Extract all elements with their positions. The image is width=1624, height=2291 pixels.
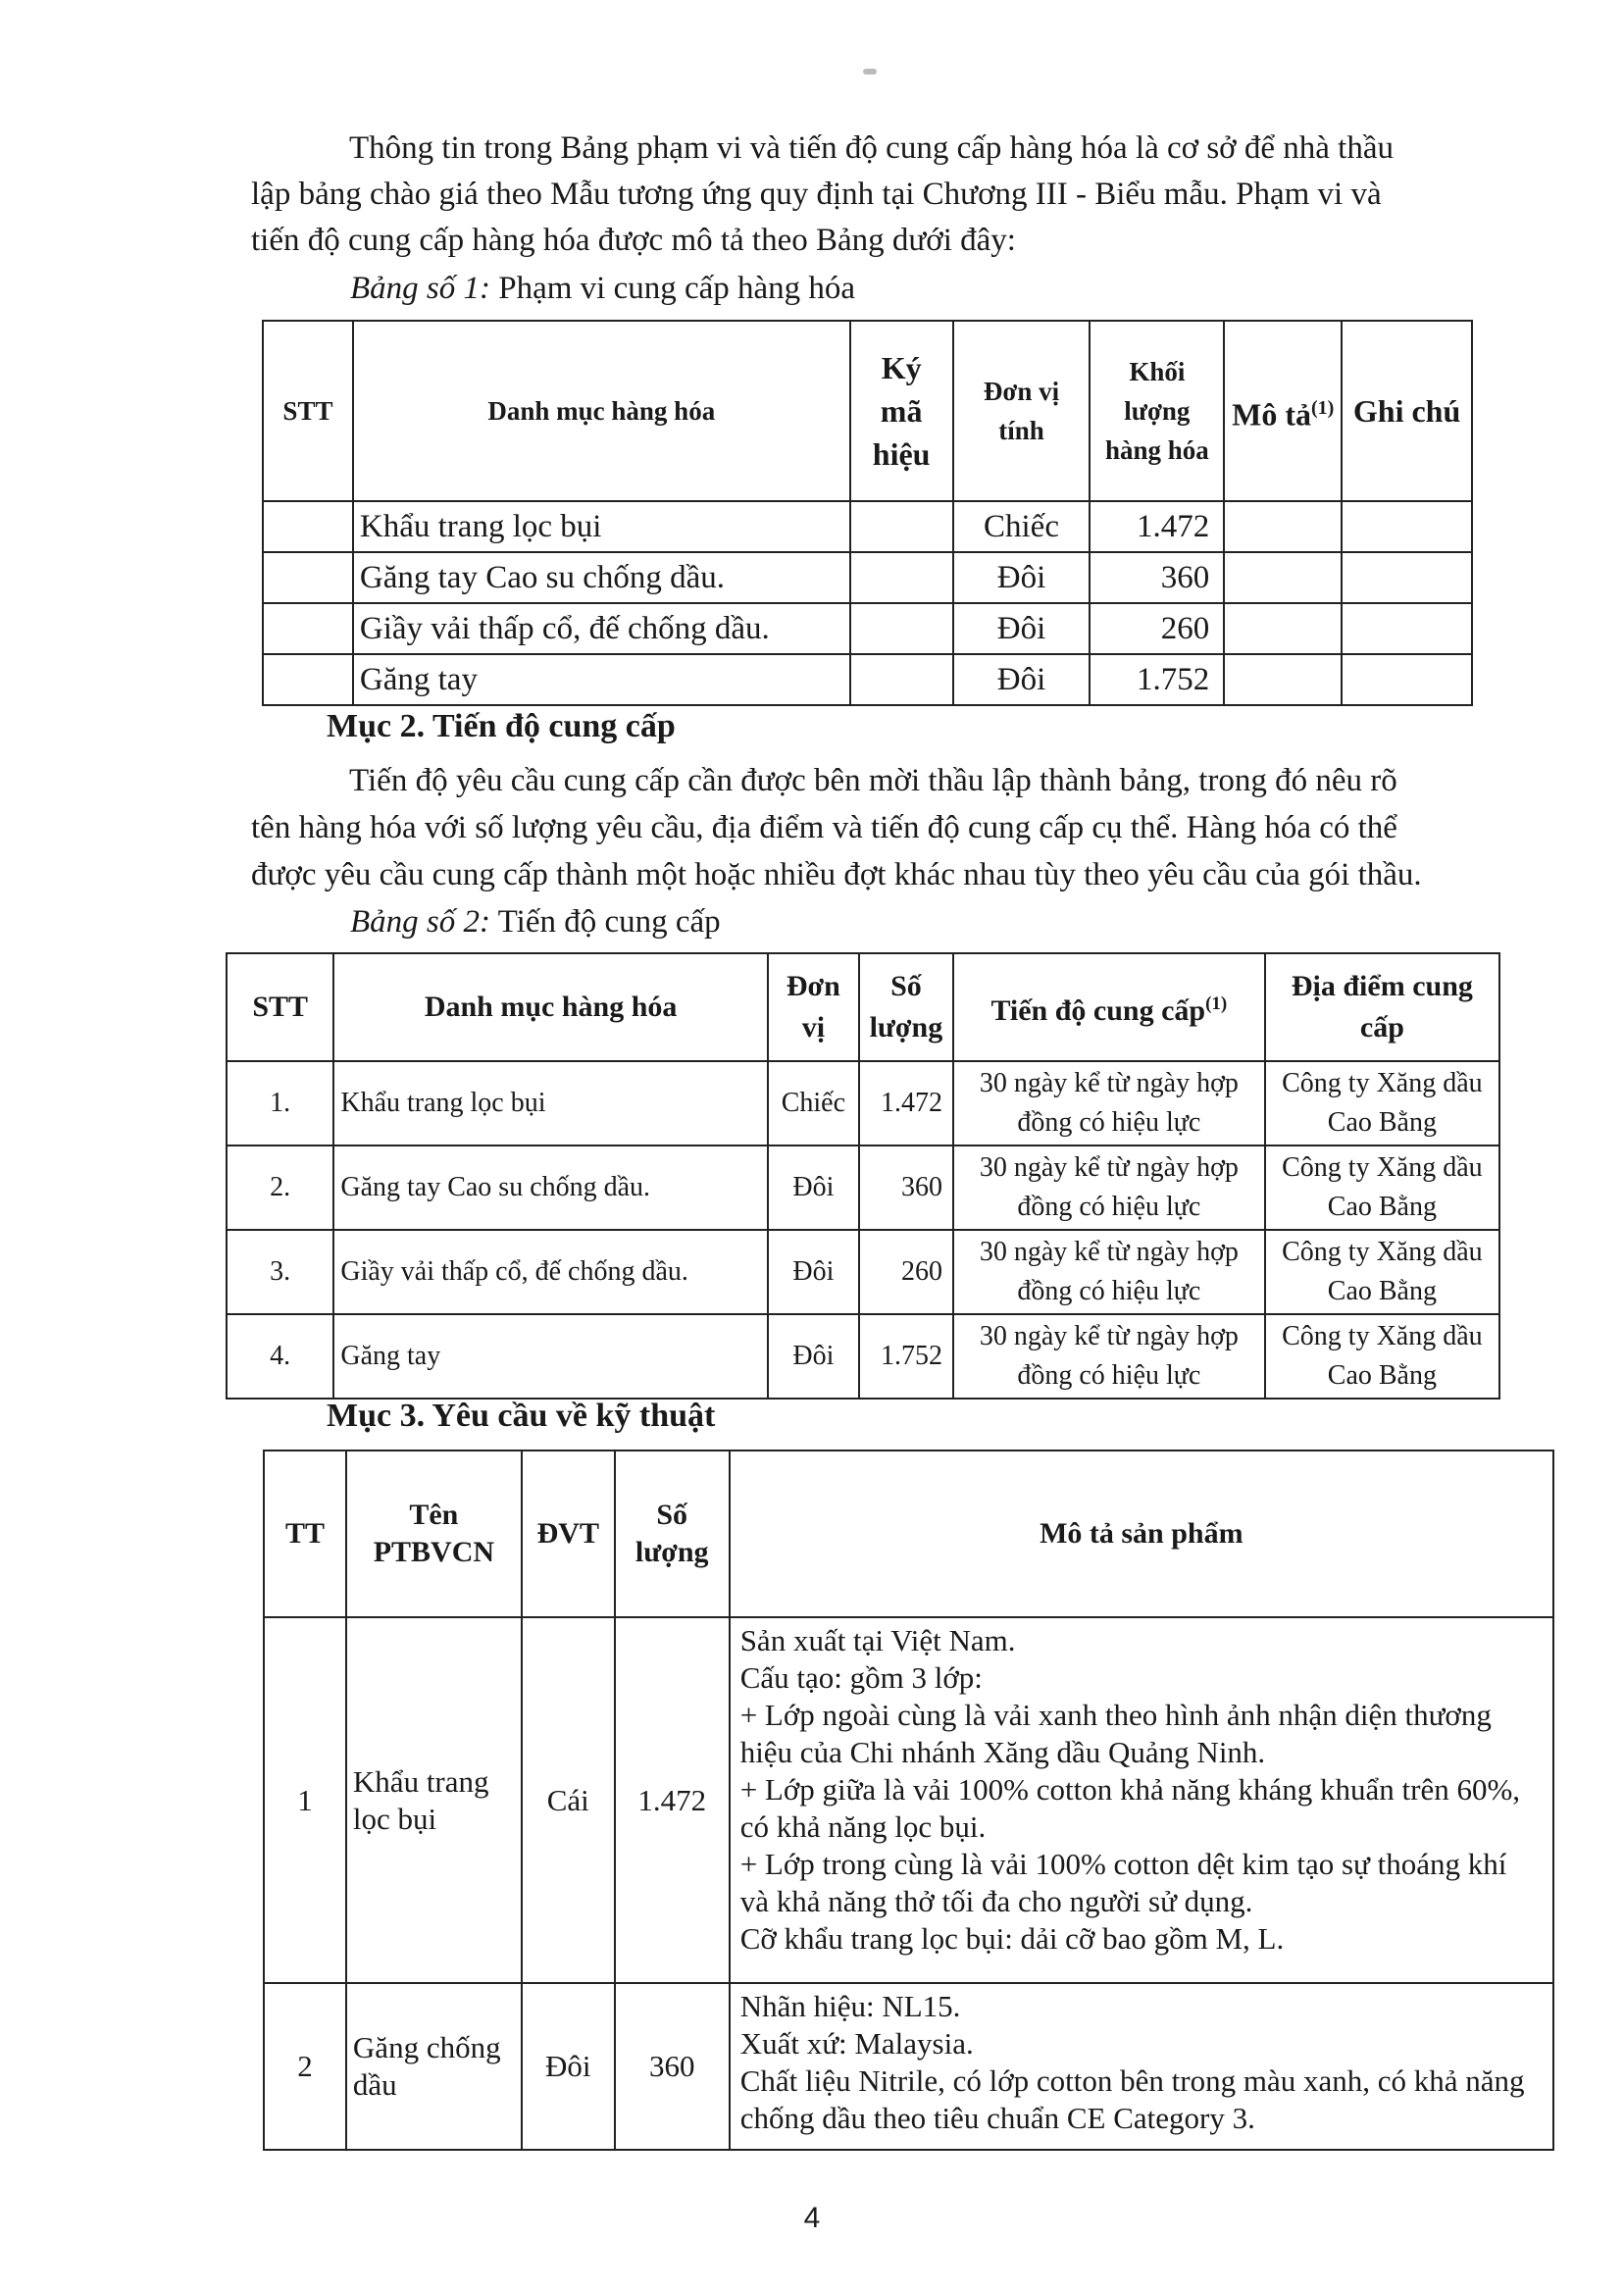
table1-cell-stt	[263, 603, 353, 654]
table-row	[263, 603, 1472, 654]
table2-cell-qty: 360	[859, 1146, 953, 1230]
table1-cell-name: Găng tay Cao su chống dầu.	[353, 552, 850, 603]
table2-header-qty: Số lượng	[859, 953, 953, 1061]
table1-header-name: Danh mục hàng hóa	[353, 321, 850, 501]
table1-cell-note	[1342, 501, 1472, 552]
intro-line-1: Thông tin trong Bảng phạm vi và tiến độ cung cấp hàng hóa là cơ sở để nhà thầu	[349, 130, 1394, 166]
table1-cell-unit: Chiếc	[953, 501, 1091, 552]
table3-header-name: Tên PTBVCN	[346, 1451, 522, 1617]
table3-header-desc: Mô tả sản phẩm	[730, 1451, 1553, 1617]
table2-cell-name: Găng tay	[333, 1314, 768, 1399]
table2-cell-stt: 1.	[227, 1061, 333, 1146]
table2-cell-place: Công ty Xăng dầu Cao Bằng	[1265, 1146, 1499, 1230]
table1-cell-stt	[263, 552, 353, 603]
table3-header-row	[264, 1451, 1553, 1617]
table1-header-desc-sup: (1)	[1310, 396, 1335, 419]
table1-cell-desc	[1224, 654, 1342, 705]
table3-cell-desc	[730, 1617, 1553, 1983]
table2-cell-stt: 2.	[227, 1146, 333, 1230]
table2-header-place: Địa điểm cung cấp	[1265, 953, 1499, 1061]
table-row	[263, 654, 1472, 705]
desc-line: + Lớp giữa là vải 100% cotton khả năng kháng khuẩn trên 60%, có khả năng lọc bụi.	[739, 1772, 1521, 1844]
table2-caption-text: Tiến độ cung cấp	[490, 904, 721, 940]
table2-cell-name: Khẩu trang lọc bụi	[333, 1061, 768, 1146]
section2-line-1: Tiến độ yêu cầu cung cấp cần được bên mời thầu lập thành bảng, trong đó nêu rõ	[349, 763, 1397, 798]
table3-cell-desc	[730, 1983, 1553, 2150]
table2-cell-stt: 4.	[227, 1314, 333, 1399]
table2-cell-stt: 3.	[227, 1230, 333, 1314]
schedule-table	[226, 952, 1500, 1400]
intro-line-2: lập bảng chào giá theo Mẫu tương ứng quy định tại Chương III - Biểu mẫu. Phạm vi và	[251, 177, 1382, 212]
table3-header-unit: ĐVT	[522, 1451, 615, 1617]
table2-header-row	[227, 953, 1499, 1061]
table2-cell-place: Công ty Xăng dầu Cao Bằng	[1265, 1061, 1499, 1146]
table1-caption-text: Phạm vi cung cấp hàng hóa	[490, 271, 856, 306]
table1-cell-desc	[1224, 603, 1342, 654]
table1-cell-desc	[1224, 552, 1342, 603]
table2-cell-schedule: 30 ngày kể từ ngày hợp đồng có hiệu lực	[953, 1061, 1265, 1146]
table2-header-schedule	[953, 953, 1265, 1061]
table3-header-qty: Số lượng	[615, 1451, 730, 1617]
table1-header-note: Ghi chú	[1342, 321, 1472, 501]
table2-cell-place: Công ty Xăng dầu Cao Bằng	[1265, 1314, 1499, 1399]
table1-header-row	[263, 321, 1472, 501]
scan-speck	[863, 69, 877, 75]
section2-line-3: được yêu cầu cung cấp thành một hoặc nhiều đợt khác nhau tùy theo yêu cầu của gói thầu.	[251, 857, 1422, 892]
table-row	[227, 1061, 1499, 1146]
table3-cell-unit: Cái	[522, 1617, 615, 1983]
table1-caption	[350, 271, 855, 307]
table3-header-tt: TT	[264, 1451, 346, 1617]
table1-cell-unit: Đôi	[953, 552, 1091, 603]
table2-cell-qty: 260	[859, 1230, 953, 1314]
table1-cell-qty: 1.752	[1090, 654, 1224, 705]
intro-line-3: tiến độ cung cấp hàng hóa được mô tả theo Bảng dưới đây:	[251, 223, 1016, 258]
section2-line-2: tên hàng hóa với số lượng yêu cầu, địa điểm và tiến độ cung cấp cụ thể. Hàng hóa có thể	[251, 810, 1397, 845]
table2-caption-label: Bảng số 2:	[350, 904, 490, 940]
table1-cell-unit: Đôi	[953, 603, 1091, 654]
technical-table	[263, 1450, 1554, 2151]
table1-cell-code	[850, 603, 953, 654]
table1-cell-stt	[263, 654, 353, 705]
table1-cell-name: Găng tay	[353, 654, 850, 705]
table3-cell-tt: 1	[264, 1617, 346, 1983]
table2-cell-name: Găng tay Cao su chống dầu.	[333, 1146, 768, 1230]
table2-caption	[350, 904, 721, 941]
table1-cell-qty: 1.472	[1090, 501, 1224, 552]
table3-cell-name: Khẩu trang lọc bụi	[346, 1617, 522, 1983]
scope-table	[262, 320, 1473, 706]
table-row	[227, 1230, 1499, 1314]
table-row	[227, 1314, 1499, 1399]
table-row	[263, 501, 1472, 552]
table1-header-code: Ký mã hiệu	[850, 321, 953, 501]
table1-cell-desc	[1224, 501, 1342, 552]
table-row	[264, 1617, 1553, 1983]
table2-cell-unit: Đôi	[768, 1146, 859, 1230]
desc-line: Chất liệu Nitrile, có lớp cotton bên trong màu xanh, có khả năng chống dầu theo tiêu chuẩn CE Category 3.	[739, 2063, 1525, 2135]
desc-line: Xuất xứ: Malaysia.	[739, 2026, 974, 2061]
table1-cell-note	[1342, 552, 1472, 603]
table1-cell-qty: 360	[1090, 552, 1224, 603]
table3-cell-tt: 2	[264, 1983, 346, 2150]
table1-cell-code	[850, 552, 953, 603]
table-row	[227, 1146, 1499, 1230]
table1-cell-qty: 260	[1090, 603, 1224, 654]
table1-header-desc-label: Mô tả	[1232, 396, 1311, 433]
desc-line: Cỡ khẩu trang lọc bụi: dải cỡ bao gồm M, L.	[739, 1921, 1285, 1956]
desc-line: Nhãn hiệu: NL15.	[739, 1989, 961, 2023]
table2-header-schedule-label: Tiến độ cung cấp	[990, 993, 1206, 1027]
table-row	[264, 1983, 1553, 2150]
table1-cell-unit: Đôi	[953, 654, 1091, 705]
table2-cell-place: Công ty Xăng dầu Cao Bằng	[1265, 1230, 1499, 1314]
table1-header-desc	[1224, 321, 1342, 501]
table1-header-stt: STT	[263, 321, 353, 501]
table1-cell-name: Giầy vải thấp cổ, đế chống dầu.	[353, 603, 850, 654]
table3-cell-qty: 1.472	[615, 1617, 730, 1983]
desc-line: + Lớp ngoài cùng là vải xanh theo hình ảnh nhận diện thương hiệu của Chi nhánh Xăng dầu Quảng Ninh.	[739, 1698, 1492, 1769]
table2-cell-schedule: 30 ngày kể từ ngày hợp đồng có hiệu lực	[953, 1230, 1265, 1314]
table2-cell-name: Giầy vải thấp cổ, đế chống dầu.	[333, 1230, 768, 1314]
section2-heading: Mục 2. Tiến độ cung cấp	[327, 708, 676, 744]
desc-line: Cấu tạo: gồm 3 lớp:	[739, 1660, 983, 1695]
table2-header-name: Danh mục hàng hóa	[333, 953, 768, 1061]
table2-cell-schedule: 30 ngày kể từ ngày hợp đồng có hiệu lực	[953, 1146, 1265, 1230]
desc-line: + Lớp trong cùng là vải 100% cotton dệt kim tạo sự thoáng khí và khả năng thở tối đa cho người sử dụng.	[739, 1847, 1507, 1918]
table3-cell-name: Găng chống dầu	[346, 1983, 522, 2150]
page-number: 4	[803, 2202, 821, 2234]
desc-line: Sản xuất tại Việt Nam.	[739, 1623, 1016, 1657]
table2-cell-qty: 1.472	[859, 1061, 953, 1146]
table2-cell-qty: 1.752	[859, 1314, 953, 1399]
table2-cell-unit: Chiếc	[768, 1061, 859, 1146]
table2-cell-schedule: 30 ngày kể từ ngày hợp đồng có hiệu lực	[953, 1314, 1265, 1399]
table2-header-stt: STT	[227, 953, 333, 1061]
table1-cell-code	[850, 501, 953, 552]
table2-cell-unit: Đôi	[768, 1230, 859, 1314]
section3-heading: Mục 3. Yêu cầu về kỹ thuật	[327, 1398, 716, 1434]
table1-cell-code	[850, 654, 953, 705]
table1-cell-note	[1342, 603, 1472, 654]
table1-header-qty: Khối lượng hàng hóa	[1090, 321, 1224, 501]
table2-header-unit: Đơn vị	[768, 953, 859, 1061]
table3-cell-unit: Đôi	[522, 1983, 615, 2150]
table-row	[263, 552, 1472, 603]
table2-header-schedule-sup: (1)	[1205, 993, 1228, 1014]
table2-cell-unit: Đôi	[768, 1314, 859, 1399]
table1-caption-label: Bảng số 1:	[350, 271, 490, 306]
table1-cell-stt	[263, 501, 353, 552]
table1-header-unit: Đơn vị tính	[953, 321, 1091, 501]
table3-cell-qty: 360	[615, 1983, 730, 2150]
table1-cell-name: Khẩu trang lọc bụi	[353, 501, 850, 552]
table1-cell-note	[1342, 654, 1472, 705]
